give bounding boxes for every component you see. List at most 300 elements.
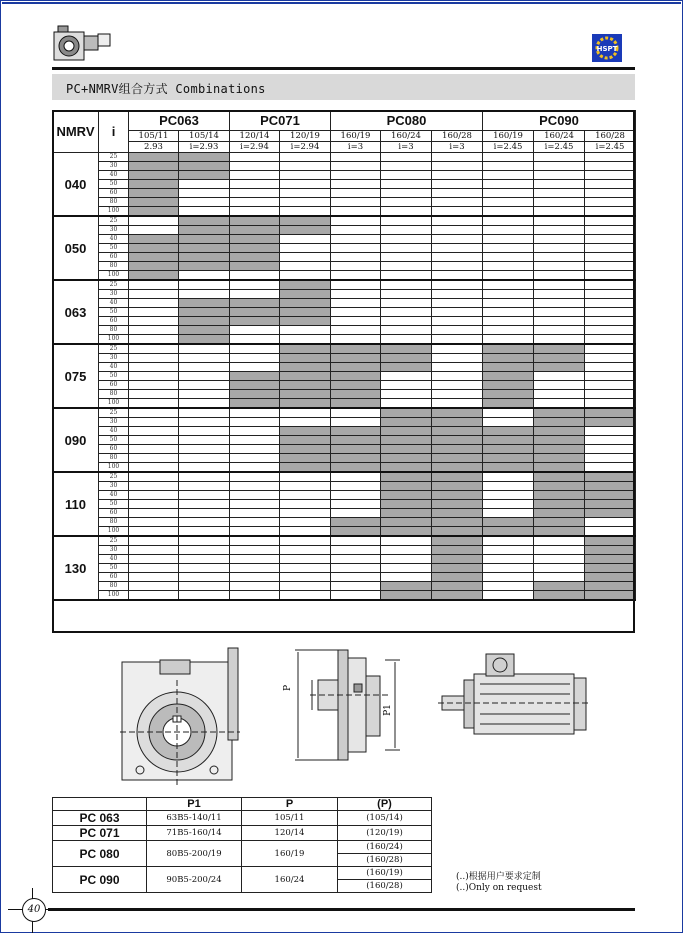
ratio-label: 40 <box>99 299 129 308</box>
empty-cell <box>280 546 331 555</box>
empty-cell <box>585 427 636 436</box>
ratio-label: 80 <box>99 262 129 271</box>
empty-cell <box>230 509 280 518</box>
table-row <box>53 408 636 418</box>
table-row <box>53 591 636 601</box>
table-row <box>53 436 636 445</box>
empty-cell <box>432 235 483 244</box>
empty-cell <box>381 253 432 262</box>
ratio-label: 100 <box>99 527 129 537</box>
empty-cell <box>280 518 331 527</box>
available-cell <box>381 500 432 509</box>
nmrv-size-label: 040 <box>53 153 99 217</box>
empty-cell <box>129 280 179 290</box>
available-cell <box>534 418 585 427</box>
table-row <box>53 262 636 271</box>
empty-cell <box>483 472 534 482</box>
flange-header-blank <box>53 798 147 811</box>
pc-ratio-label: i=3 <box>432 142 483 153</box>
empty-cell <box>381 299 432 308</box>
ratio-label: 100 <box>99 271 129 281</box>
available-cell <box>585 546 636 555</box>
empty-cell <box>432 207 483 217</box>
empty-cell <box>280 408 331 418</box>
empty-cell <box>381 207 432 217</box>
empty-cell <box>483 509 534 518</box>
empty-cell <box>432 198 483 207</box>
empty-cell <box>331 472 381 482</box>
empty-cell <box>432 344 483 354</box>
available-cell <box>483 372 534 381</box>
nmrv-size-label: 050 <box>53 216 99 280</box>
empty-cell <box>585 189 636 198</box>
available-cell <box>585 418 636 427</box>
empty-cell <box>129 500 179 509</box>
empty-cell <box>230 482 280 491</box>
available-cell <box>179 308 230 317</box>
empty-cell <box>280 472 331 482</box>
available-cell <box>432 527 483 537</box>
available-cell <box>432 509 483 518</box>
empty-cell <box>483 536 534 546</box>
nmrv-size-label: 110 <box>53 472 99 536</box>
empty-cell <box>381 235 432 244</box>
empty-cell <box>585 226 636 235</box>
ratio-label: 25 <box>99 344 129 354</box>
empty-cell <box>381 162 432 171</box>
empty-cell <box>129 372 179 381</box>
available-cell <box>534 445 585 454</box>
flange-p: 160/24 <box>242 867 338 893</box>
available-cell <box>331 390 381 399</box>
available-cell <box>280 463 331 473</box>
empty-cell <box>585 180 636 189</box>
empty-cell <box>483 500 534 509</box>
available-cell <box>534 463 585 473</box>
empty-cell <box>432 226 483 235</box>
empty-cell <box>179 582 230 591</box>
empty-cell <box>230 591 280 601</box>
empty-cell <box>331 290 381 299</box>
available-cell <box>483 363 534 372</box>
pc-flange-label: 160/19 <box>331 131 381 142</box>
empty-cell <box>179 198 230 207</box>
empty-cell <box>381 189 432 198</box>
flange-optional: (160/19) <box>338 867 432 880</box>
available-cell <box>483 445 534 454</box>
empty-cell <box>585 162 636 171</box>
empty-cell <box>331 171 381 180</box>
flange-p: 105/11 <box>242 811 338 826</box>
empty-cell <box>432 317 483 326</box>
empty-cell <box>483 299 534 308</box>
empty-cell <box>230 436 280 445</box>
available-cell <box>129 207 179 217</box>
empty-cell <box>280 207 331 217</box>
empty-cell <box>585 436 636 445</box>
available-cell <box>230 317 280 326</box>
available-cell <box>331 445 381 454</box>
empty-cell <box>179 344 230 354</box>
pc-group-header: PC090 <box>483 111 636 131</box>
empty-cell <box>585 244 636 253</box>
empty-cell <box>432 244 483 253</box>
empty-cell <box>381 226 432 235</box>
empty-cell <box>129 454 179 463</box>
empty-cell <box>381 171 432 180</box>
available-cell <box>585 408 636 418</box>
table-row <box>53 253 636 262</box>
empty-cell <box>432 162 483 171</box>
ratio-label: 30 <box>99 418 129 427</box>
ratio-label: 80 <box>99 454 129 463</box>
empty-cell <box>534 207 585 217</box>
empty-cell <box>129 326 179 335</box>
ratio-label: 100 <box>99 207 129 217</box>
available-cell <box>585 555 636 564</box>
available-cell <box>129 253 179 262</box>
available-cell <box>534 582 585 591</box>
available-cell <box>534 491 585 500</box>
available-cell <box>534 472 585 482</box>
empty-cell <box>331 280 381 290</box>
empty-cell <box>230 500 280 509</box>
empty-cell <box>331 573 381 582</box>
empty-cell <box>483 546 534 555</box>
pc-ratio-label: i=2.45 <box>534 142 585 153</box>
empty-cell <box>129 564 179 573</box>
empty-cell <box>381 244 432 253</box>
available-cell <box>331 527 381 537</box>
available-cell <box>129 244 179 253</box>
empty-cell <box>129 518 179 527</box>
pc-flange-label: 160/28 <box>585 131 636 142</box>
empty-cell <box>280 418 331 427</box>
available-cell <box>179 262 230 271</box>
ratio-label: 40 <box>99 363 129 372</box>
table-row <box>53 244 636 253</box>
flange-row <box>53 867 432 880</box>
empty-cell <box>534 235 585 244</box>
available-cell <box>179 326 230 335</box>
empty-cell <box>280 527 331 537</box>
available-cell <box>331 436 381 445</box>
available-cell <box>432 573 483 582</box>
empty-cell <box>381 290 432 299</box>
empty-cell <box>432 180 483 189</box>
empty-cell <box>534 390 585 399</box>
empty-cell <box>129 555 179 564</box>
available-cell <box>179 253 230 262</box>
pc-flange-label: 160/28 <box>432 131 483 142</box>
empty-cell <box>129 546 179 555</box>
empty-cell <box>483 244 534 253</box>
available-cell <box>381 491 432 500</box>
empty-cell <box>585 344 636 354</box>
table-row <box>53 226 636 235</box>
pc-ratio-label: i=3 <box>381 142 432 153</box>
empty-cell <box>585 463 636 473</box>
empty-cell <box>230 418 280 427</box>
empty-cell <box>534 326 585 335</box>
empty-cell <box>483 262 534 271</box>
ratio-label: 80 <box>99 582 129 591</box>
available-cell <box>381 582 432 591</box>
table-row <box>53 518 636 527</box>
table-row <box>53 482 636 491</box>
empty-cell <box>585 445 636 454</box>
available-cell <box>179 317 230 326</box>
available-cell <box>129 153 179 162</box>
available-cell <box>381 354 432 363</box>
empty-cell <box>381 536 432 546</box>
motor-pc-drawing <box>438 654 590 734</box>
empty-cell <box>585 290 636 299</box>
empty-cell <box>230 326 280 335</box>
ratio-label: 25 <box>99 280 129 290</box>
empty-cell <box>585 216 636 226</box>
table-row <box>53 390 636 399</box>
available-cell <box>280 390 331 399</box>
table-row <box>53 363 636 372</box>
empty-cell <box>331 546 381 555</box>
empty-cell <box>230 354 280 363</box>
label-p: P <box>283 684 293 692</box>
available-cell <box>432 463 483 473</box>
available-cell <box>381 408 432 418</box>
ratio-label: 30 <box>99 354 129 363</box>
empty-cell <box>179 280 230 290</box>
empty-cell <box>129 390 179 399</box>
empty-cell <box>280 326 331 335</box>
available-cell <box>331 354 381 363</box>
available-cell <box>381 463 432 473</box>
available-cell <box>432 491 483 500</box>
empty-cell <box>585 207 636 217</box>
empty-cell <box>129 363 179 372</box>
note-chinese: (..)根据用户要求定制 <box>456 872 541 882</box>
ratio-label: 80 <box>99 390 129 399</box>
header-rule <box>52 67 635 70</box>
available-cell <box>534 408 585 418</box>
available-cell <box>432 500 483 509</box>
available-cell <box>280 399 331 409</box>
empty-cell <box>331 509 381 518</box>
empty-cell <box>230 171 280 180</box>
empty-cell <box>331 189 381 198</box>
table-row <box>53 280 636 290</box>
ratio-label: 25 <box>99 153 129 162</box>
gear-motor-icon <box>52 22 112 62</box>
empty-cell <box>432 381 483 390</box>
available-cell <box>432 482 483 491</box>
empty-cell <box>280 500 331 509</box>
available-cell <box>483 454 534 463</box>
empty-cell <box>179 363 230 372</box>
pc-ratio-label: i=2.45 <box>483 142 534 153</box>
pc-flange-label: 160/24 <box>534 131 585 142</box>
empty-cell <box>331 408 381 418</box>
table-row <box>53 290 636 299</box>
empty-cell <box>381 153 432 162</box>
empty-cell <box>280 573 331 582</box>
empty-cell <box>129 436 179 445</box>
ratio-label: 100 <box>99 399 129 409</box>
empty-cell <box>331 180 381 189</box>
empty-cell <box>585 335 636 345</box>
table-row <box>53 198 636 207</box>
empty-cell <box>179 445 230 454</box>
empty-cell <box>280 491 331 500</box>
empty-cell <box>179 564 230 573</box>
table-row <box>53 162 636 171</box>
nmrv-size-label: 090 <box>53 408 99 472</box>
empty-cell <box>280 582 331 591</box>
empty-cell <box>331 591 381 601</box>
available-cell <box>483 381 534 390</box>
available-cell <box>280 381 331 390</box>
empty-cell <box>179 381 230 390</box>
empty-cell <box>280 153 331 162</box>
available-cell <box>331 454 381 463</box>
empty-cell <box>585 518 636 527</box>
ratio-label: 30 <box>99 546 129 555</box>
available-cell <box>331 344 381 354</box>
pc-ratio-label: 2.93 <box>129 142 179 153</box>
empty-cell <box>432 153 483 162</box>
empty-cell <box>483 591 534 601</box>
empty-cell <box>280 335 331 345</box>
nmrv-size-label: 063 <box>53 280 99 344</box>
ratio-label: 60 <box>99 445 129 454</box>
empty-cell <box>585 381 636 390</box>
flange-header-p: P <box>242 798 338 811</box>
empty-cell <box>534 271 585 281</box>
empty-cell <box>534 536 585 546</box>
available-cell <box>280 445 331 454</box>
available-cell <box>534 500 585 509</box>
empty-cell <box>585 454 636 463</box>
empty-cell <box>331 271 381 281</box>
available-cell <box>230 372 280 381</box>
header-row-flange <box>53 131 636 142</box>
ratio-label: 40 <box>99 235 129 244</box>
available-cell <box>280 454 331 463</box>
flange-optional: (160/24) <box>338 841 432 854</box>
available-cell <box>534 427 585 436</box>
empty-cell <box>432 399 483 409</box>
ratio-label: 50 <box>99 308 129 317</box>
empty-cell <box>331 253 381 262</box>
empty-cell <box>179 573 230 582</box>
available-cell <box>432 418 483 427</box>
empty-cell <box>331 564 381 573</box>
available-cell <box>230 235 280 244</box>
empty-cell <box>483 491 534 500</box>
pc-group-header: PC071 <box>230 111 331 131</box>
flange-header-optional-p: (P) <box>338 798 432 811</box>
empty-cell <box>331 491 381 500</box>
available-cell <box>230 390 280 399</box>
empty-cell <box>432 308 483 317</box>
available-cell <box>331 463 381 473</box>
empty-cell <box>129 427 179 436</box>
empty-cell <box>280 244 331 253</box>
table-row <box>53 399 636 409</box>
empty-cell <box>534 290 585 299</box>
available-cell <box>381 454 432 463</box>
empty-cell <box>534 216 585 226</box>
empty-cell <box>432 363 483 372</box>
empty-cell <box>129 226 179 235</box>
empty-cell <box>381 216 432 226</box>
empty-cell <box>585 262 636 271</box>
empty-cell <box>129 491 179 500</box>
empty-cell <box>179 527 230 537</box>
empty-cell <box>381 271 432 281</box>
available-cell <box>381 436 432 445</box>
available-cell <box>432 445 483 454</box>
empty-cell <box>230 207 280 217</box>
empty-cell <box>432 335 483 345</box>
empty-cell <box>230 573 280 582</box>
empty-cell <box>483 555 534 564</box>
ratio-label: 30 <box>99 482 129 491</box>
empty-cell <box>179 436 230 445</box>
empty-cell <box>381 546 432 555</box>
empty-cell <box>230 180 280 189</box>
ratio-label: 25 <box>99 408 129 418</box>
available-cell <box>280 354 331 363</box>
available-cell <box>179 235 230 244</box>
available-cell <box>585 591 636 601</box>
empty-cell <box>381 308 432 317</box>
empty-cell <box>534 171 585 180</box>
empty-cell <box>179 482 230 491</box>
empty-cell <box>483 326 534 335</box>
available-cell <box>585 491 636 500</box>
empty-cell <box>129 482 179 491</box>
empty-cell <box>483 153 534 162</box>
empty-cell <box>179 427 230 436</box>
empty-cell <box>129 299 179 308</box>
empty-cell <box>432 171 483 180</box>
empty-cell <box>381 326 432 335</box>
available-cell <box>534 509 585 518</box>
available-cell <box>483 463 534 473</box>
ratio-label: 50 <box>99 372 129 381</box>
empty-cell <box>534 280 585 290</box>
available-cell <box>129 198 179 207</box>
empty-cell <box>230 582 280 591</box>
empty-cell <box>179 518 230 527</box>
empty-cell <box>585 235 636 244</box>
table-row <box>53 317 636 326</box>
empty-cell <box>179 408 230 418</box>
empty-cell <box>432 326 483 335</box>
available-cell <box>280 344 331 354</box>
empty-cell <box>280 198 331 207</box>
pc-ratio-label: i=2.94 <box>230 142 280 153</box>
table-row <box>53 463 636 473</box>
empty-cell <box>483 207 534 217</box>
col-header-nmrv: NMRV <box>53 111 99 153</box>
ratio-label: 25 <box>99 536 129 546</box>
available-cell <box>179 171 230 180</box>
empty-cell <box>585 317 636 326</box>
table-row <box>53 372 636 381</box>
empty-cell <box>280 180 331 189</box>
